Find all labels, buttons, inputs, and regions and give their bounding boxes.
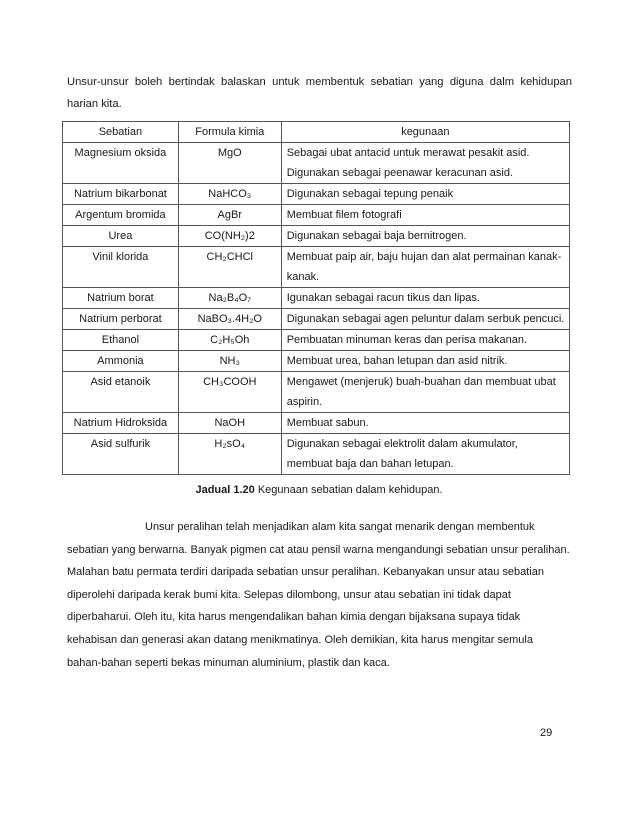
table-caption [0,484,638,496]
table-row [63,143,570,184]
compound-use: Igunakan sebagai racun tikus dan lipas. [281,288,569,309]
table-row [63,330,570,351]
compound-name: Ammonia [63,351,179,372]
table-row [63,351,570,372]
compound-name: Asid etanoik [63,372,179,413]
compound-use: Membuat paip air, baju hujan dan alat permainan kanak-kanak. [281,247,569,288]
table-row [63,247,570,288]
compound-formula: CO(NH₂)2 [178,226,281,247]
table-row [63,309,570,330]
paragraph-text: Unsur peralihan telah menjadikan alam kita sangat menarik dengan membentuk sebatian yang berwarna. Banyak pigmen cat atau pensil warna mengandungi sebatian unsur peralihan. Malahan batu permata terdiri daripada sebatian unsur peralihan. Kebanyakan unsur atau sebatian diperolehi daripada kerak bumi kita. Selepas dilombong, unsur atau sebatian ini tidak dapat diperbaharui. Oleh itu, kita harus mengendalikan bahan kimia dengan bijaksana supaya tidak kehabisan dan generasi akan datang menikmatinya. Oleh demikian, kita harus mengitar semula bahan-bahan seperti bekas minuman aluminium, plastik dan kaca. [67,521,570,669]
compound-formula: AgBr [178,205,281,226]
compound-formula: CH₃COOH [178,372,281,413]
table-row [63,434,570,475]
compound-name: Asid sulfurik [63,434,179,475]
compound-name: Natrium perborat [63,309,179,330]
compound-name: Vinil klorida [63,247,179,288]
compound-use: Membuat urea, bahan letupan dan asid nitrik. [281,351,569,372]
header-formula: Formula kimia [178,122,281,143]
page-number: 29 [540,727,553,739]
compound-name: Natrium bikarbonat [63,184,179,205]
compound-formula: CH₂CHCl [178,247,281,288]
compound-use: Digunakan sebagai elektrolit dalam akumulator, membuat baja dan bahan letupan. [281,434,569,475]
compound-use: Digunakan sebagai agen peluntur dalam serbuk pencuci. [281,309,569,330]
compound-use: Digunakan sebagai tepung penaik [281,184,569,205]
compound-name: Urea [63,226,179,247]
compound-formula: NH₃ [178,351,281,372]
caption-text: Kegunaan sebatian dalam kehidupan. [254,484,443,496]
table-header-row [63,122,570,143]
compound-name: Argentum bromida [63,205,179,226]
table-row [63,288,570,309]
compound-name: Natrium Hidroksida [63,413,179,434]
compound-use: Sebagai ubat antacid untuk merawat pesakit asid. Digunakan sebagai peenawar keracunan asid. [281,143,569,184]
compound-formula: NaOH [178,413,281,434]
compound-name: Ethanol [63,330,179,351]
table-row [63,372,570,413]
compound-use: Pembuatan minuman keras dan perisa makanan. [281,330,569,351]
compound-use: Digunakan sebagai baja bernitrogen. [281,226,569,247]
compound-formula: C₂H₅Oh [178,330,281,351]
compound-name: Magnesium oksida [63,143,179,184]
compound-formula: H₂sO₄ [178,434,281,475]
caption-label: Jadual 1.20 [195,484,255,496]
compound-name: Natrium borat [63,288,179,309]
table-row [63,226,570,247]
compound-formula: MgO [178,143,281,184]
compound-formula: NaHCO₃ [178,184,281,205]
compound-formula: NaBO₃.4H₂O [178,309,281,330]
table-row [63,184,570,205]
compound-formula: Na₂B₄O₇ [178,288,281,309]
header-compound: Sebatian [63,122,179,143]
body-paragraph [67,516,570,674]
compound-use: Membuat filem fotografi [281,205,569,226]
table-row [63,413,570,434]
compound-use: Membuat sabun. [281,413,569,434]
compound-use: Mengawet (menjeruk) buah-buahan dan membuat ubat aspirin. [281,372,569,413]
header-use: kegunaan [281,122,569,143]
table-row [63,205,570,226]
compound-table [62,121,570,475]
intro-text: Unsur-unsur boleh bertindak balaskan untuk membentuk sebatian yang diguna dalm kehidupan harian kita. [67,76,572,110]
